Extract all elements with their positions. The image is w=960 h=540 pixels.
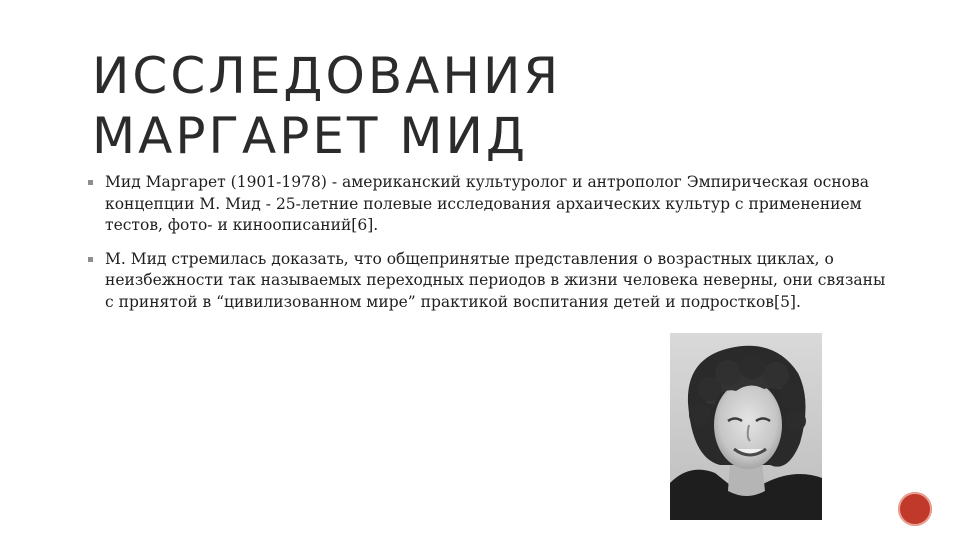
bullet-item — [88, 249, 888, 314]
page-number-badge — [898, 492, 932, 526]
slide-title: ИССЛЕДОВАНИЯ МАРГАРЕТ МИД — [92, 47, 562, 165]
bullet-square-icon — [88, 257, 93, 262]
bullet-text: М. Мид стремилась доказать, что общепринятые представления о возрастных циклах, о неизбежности так называемых переходных периодов в жизни человека неверны, они связаны с принятой в “цивилизованном мире” практикой воспитания детей и подростков[5]. — [105, 249, 886, 311]
bullet-square-icon — [88, 180, 93, 185]
portrait-photo — [670, 333, 822, 520]
bullet-list — [88, 172, 888, 325]
bullet-item — [88, 172, 888, 237]
bullet-text: Мид Маргарет (1901-1978) - американский культуролог и антрополог Эмпирическая основа концепции М. Мид - 25-летние полевые исследования архаических культур с применением тестов, фото- и киноописаний[6]. — [105, 173, 869, 234]
